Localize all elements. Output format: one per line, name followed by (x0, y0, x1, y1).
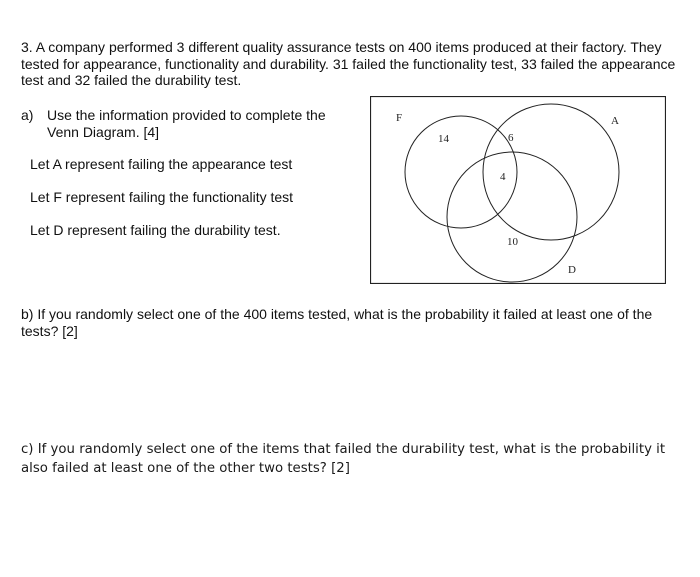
venn-diagram (370, 96, 666, 284)
venn-label-d: D (568, 264, 576, 276)
part-a-text-line1: Use the information provided to complete the (47, 107, 326, 123)
definition-f: Let F represent failing the functionality test (30, 189, 294, 205)
part-b-question: b) If you randomly select one of the 400 items tested, what is the probability it failed at least one of the tests? [2] (21, 306, 653, 339)
venn-label-a: A (611, 115, 619, 127)
definition-a: Let A represent failing the appearance test (30, 156, 293, 172)
venn-region-f-only: 14 (438, 133, 449, 145)
part-a-label: a) (21, 107, 34, 123)
part-c-question: c) If you randomly select one of the items that failed the durability test, what is the probability it also failed at least one of the other two tests? [2] (21, 442, 666, 476)
question-intro: 3. A company performed 3 different quality assurance tests on 400 items produced at their factory. They tested for appearance, functionality and durability. 31 failed the functionality test, 33 failed the appearance test and 32 failed the durability test. (21, 39, 676, 88)
venn-region-all-three: 4 (500, 171, 506, 183)
part-a-prompt (21, 107, 351, 140)
venn-label-f: F (396, 112, 403, 124)
venn-circle-d (447, 152, 577, 282)
part-a-text-line2: Venn Diagram. [4] (47, 123, 160, 140)
definition-d: Let D represent failing the durability test. (30, 222, 281, 238)
venn-region-f-and-a-only: 6 (508, 132, 514, 144)
venn-universal-set-box (371, 97, 666, 284)
venn-region-d-only: 10 (507, 236, 518, 248)
